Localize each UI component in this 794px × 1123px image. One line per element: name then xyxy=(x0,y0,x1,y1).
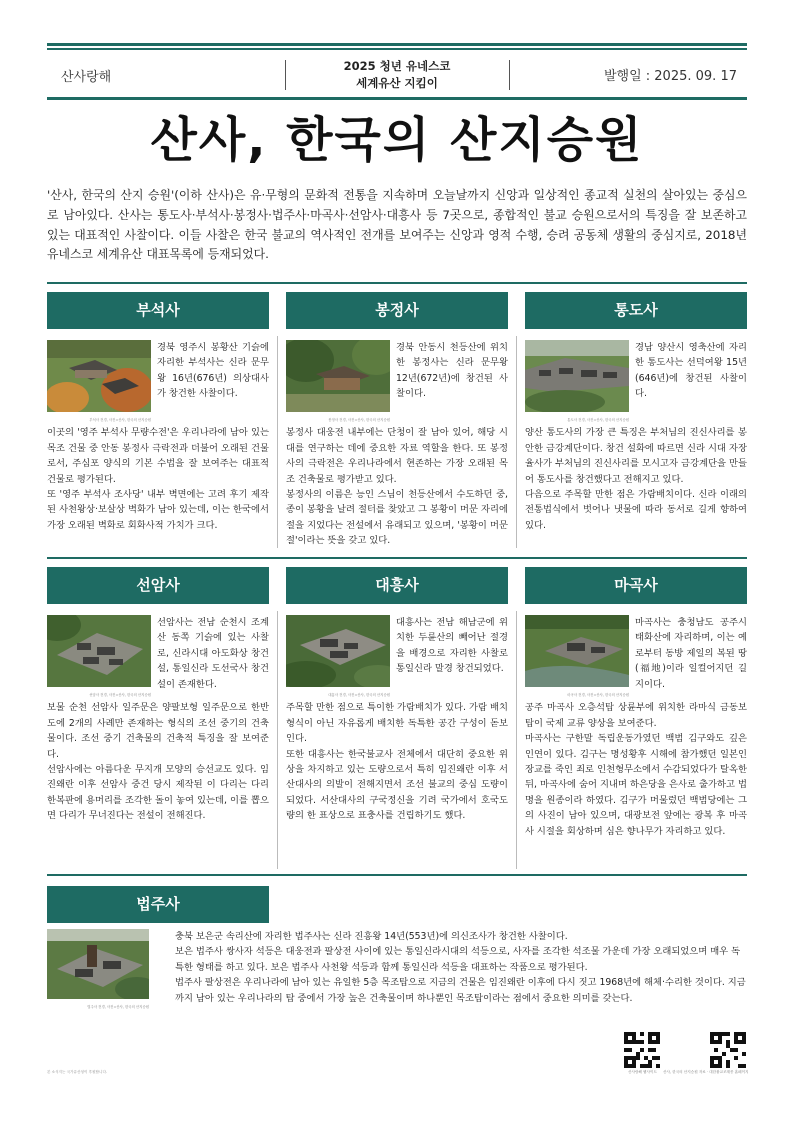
column-divider xyxy=(516,336,517,548)
temple-title: 대흥사 xyxy=(286,567,508,604)
temple-card-seonamsa xyxy=(47,567,269,824)
qr-label: 산사, 한국의 산지승원 자료 · 대한불교조계종 홈페이지 xyxy=(663,1070,749,1074)
temple-photo-frame xyxy=(47,340,151,423)
temple-photo-frame xyxy=(525,340,629,423)
temple-title: 마곡사 xyxy=(525,567,747,604)
temple-text-1: 보물 순천 선암사 일주문은 양팔보형 일주문으로 한반도에 2개의 사례만 존재하는 형식의 조선 중기의 건축물이다. 조선 중기 건축물의 건축적 특징을 잘 보여준다. xyxy=(47,702,269,760)
temple-body-beopjusa xyxy=(47,929,747,1012)
column-divider xyxy=(516,611,517,869)
temple-lead: 선암사는 전남 순천시 조계산 동쪽 기슭에 있는 사찰로, 신라시대 아도화상 창건설, 통일신라 도선국사 창건설이 존재한다. xyxy=(157,617,269,690)
temple-photo xyxy=(47,929,149,999)
masthead-subtitle-line2: 세계유산 지킴이 xyxy=(356,76,438,90)
masthead xyxy=(47,56,747,96)
temple-photo xyxy=(286,340,390,412)
footnote: 본 소식지는 국가유산청이 후원합니다. xyxy=(47,1070,108,1074)
temple-body xyxy=(47,615,269,824)
intro-paragraph: '산사, 한국의 산지 승원'(이하 산사)은 유·무형의 문화적 전통을 지속하며 오늘날까지 신앙과 일상적인 종교적 실천의 살아있는 중심으로 남아있다. 산사는 통도사·부석사·봉정사·법주사·마곡사·선암사·대흥사 등 7곳으로, 종합적인 불교 승원으로서의 특징을 잘 보존하고 있는 대표적인 사찰이다. 이들 사찰은 한국 불교의 역사적인 전개를 보여주는 신앙과 영적 수행, 승려 공동체 생활의 중심지로, 2018년 유네스코 세계유산 대표목록에 등재되었다. xyxy=(47,188,747,262)
temple-text-1: 양산 통도사의 가장 큰 특징은 부처님의 진신사리를 봉안한 금강계단이다. 창건 설화에 따르면 신라 시대 자장율사가 부처님의 진신사리를 모시고자 금강계단을 만들어 통도사를 창건했다고 전해지고 있다. xyxy=(525,427,747,485)
temple-photo xyxy=(286,615,390,687)
temple-lead: 대흥사는 전남 해남군에 위치한 두륜산의 빼어난 절경을 배경으로 자리한 사찰로 통일신라 말경 창건되었다. xyxy=(396,617,508,675)
temple-lead: 경남 양산시 영축산에 자리한 통도사는 선덕여왕 15년(646년)에 창건된 사찰이다. xyxy=(635,342,747,400)
column-divider xyxy=(277,611,278,869)
qr-code-icon[interactable] xyxy=(624,1032,660,1068)
top-rule xyxy=(47,43,747,46)
temple-title: 부석사 xyxy=(47,292,269,329)
temple-text-2: 마곡사는 구한말 독립운동가였던 백범 김구와도 깊은 인연이 있다. 김구는 명성황후 시해에 참가했던 일본인 장교를 죽인 죄로 인천형무소에서 수감되었다가 탈옥한 뒤, 마곡사에 숨어 지내며 하은당을 은사로 출가하고 법명을 원종이라 하였다. 김구가 머물렀던 백범당에는 그의 사진이 남아 있으며, 대광보전 앞에는 광복 후 마곡사 시절을 회상하며 심은 향나무가 자리하고 있다. xyxy=(525,733,747,837)
temple-text-1: 이곳의 '영주 부석사 무량수전'은 우리나라에 남아 있는 목조 건물 중 안동 봉정사 극락전과 더불어 오래된 건물로서, 주심포 양식의 기본 수법을 잘 보여주는 대표적 건물로 평가된다. xyxy=(47,427,269,485)
temple-title: 봉정사 xyxy=(286,292,508,329)
masthead-subtitle-line1: 2025 청년 유네스코 xyxy=(343,59,451,73)
temple-photo-frame xyxy=(47,615,151,698)
masthead-subtitle xyxy=(287,58,507,94)
photo-caption: 마곡사 전경, 사진=산사, 한국의 산지승원 xyxy=(567,693,629,698)
temple-body xyxy=(525,340,747,533)
masthead-divider xyxy=(509,60,510,90)
section-rule xyxy=(47,874,747,876)
temple-body xyxy=(286,615,508,824)
temple-photo-frame xyxy=(286,615,390,698)
temple-lead: 경북 영주시 봉황산 기슭에 자리한 부석사는 신라 문무왕 16년(676년) 의상대사가 창건한 사찰이다. xyxy=(157,342,269,400)
temple-photo-frame xyxy=(286,340,390,423)
temple-text-2: 선암사에는 아름다운 무지개 모양의 승선교도 있다. 임진왜란 이후 선암사 중건 당시 제작된 이 다리는 다리 한복판에 용머리를 조각한 돌이 놓여 있는데, 이를 뽑으면 다리가 무너진다는 전설이 전해진다. xyxy=(47,764,269,822)
temple-text-2: 또한 대흥사는 한국불교사 전체에서 대단히 중요한 위상을 차지하고 있는 도량으로서 특히 임진왜란 이후 서산대사의 의발이 전해지면서 조선 불교의 중심 도량이 되었다. 서산대사의 구국정신을 기려 국가에서 호국도량의 한 표상으로 표충사를 건립하기도 했다. xyxy=(286,748,508,822)
temple-body xyxy=(286,340,508,549)
beopjusa-text-2: 보은 법주사 쌍사자 석등은 대웅전과 팔상전 사이에 있는 통일신라시대의 석등으로, 사자를 조각한 석조물 가운데 가장 오래되었으며 매우 독특한 형태를 하고 있다. 보은 법주사 사천왕 석등과 함께 통일신라 석등을 대표하는 작품으로 평가된다. xyxy=(175,946,741,973)
temple-card-buseoksa xyxy=(47,292,269,533)
temple-lead: 마곡사는 충청남도 공주시 태화산에 자리하며, 이는 예로부터 동방 제일의 복된 땅(福地)이라 일컬어지던 길지이다. xyxy=(635,617,747,690)
temple-text-1: 공주 마곡사 오층석탑 상륜부에 위치한 라마식 금동보탑이 국제 교류 양상을 보여준다. xyxy=(525,702,747,729)
photo-caption: 선암사 전경, 사진=산사, 한국의 산지승원 xyxy=(89,693,151,698)
temple-text-2: 다음으로 주목할 만한 점은 가람배치이다. 신라 이래의 전통법식에서 벗어나 냇물에 따라 동서로 길게 향하여 있다. xyxy=(525,489,747,531)
issue-date: 발행일 : 2025. 09. 17 xyxy=(603,69,737,84)
photo-caption: 봉정사 전경, 사진=산사, 한국의 산지승원 xyxy=(328,418,390,423)
header-bottom-rule xyxy=(47,97,747,100)
page-title: 산사, 한국의 산지승원 xyxy=(150,112,644,168)
temple-text-1: 주목할 만한 점으로 특이한 가람배치가 있다. 가람 배치 형식이 아닌 자유롭게 배치한 독특한 공간 구성이 돋보인다. xyxy=(286,702,508,745)
temple-card-magoksa xyxy=(525,567,747,839)
section-rule xyxy=(47,557,747,559)
temple-photo xyxy=(525,615,629,687)
temple-title: 선암사 xyxy=(47,567,269,604)
temple-text-2: 또 '영주 부석사 조사당' 내부 벽면에는 고려 후기 제작된 사천왕상·보살상 벽화가 남아 있는데, 이는 한국에서 가장 오래된 벽화로 회화사적 가치가 크다. xyxy=(47,489,269,531)
photo-caption: 법주사 전경, 사진=산사, 한국의 산지승원 xyxy=(87,1005,149,1010)
newsletter-name: 산사랑해 xyxy=(61,70,112,85)
temple-body xyxy=(47,340,269,533)
photo-caption: 통도사 전경, 사진=산사, 한국의 산지승원 xyxy=(567,418,629,423)
section-rule xyxy=(47,282,747,284)
temple-title-beopjusa: 법주사 xyxy=(47,886,269,923)
temple-text-2: 봉정사의 이름은 능인 스님이 천등산에서 수도하던 중, 종이 봉황을 날려 절터를 찾았고 그 봉황이 머문 자리에 절을 지었다는 전설에서 유래되고 있으며, '봉황이 머문 절'이라는 뜻을 갖고 있다. xyxy=(286,489,508,547)
masthead-divider xyxy=(285,60,286,90)
photo-caption: 부석사 전경, 사진=산사, 한국의 산지승원 xyxy=(89,418,151,423)
qr-code-icon[interactable] xyxy=(710,1032,746,1068)
column-divider xyxy=(277,336,278,548)
temple-photo xyxy=(47,340,151,412)
qr-label: 산사랑해 웹사이트 xyxy=(628,1070,657,1074)
top-rule-thin xyxy=(47,48,747,50)
temple-card-daeheungsa xyxy=(286,567,508,824)
temple-text-1: 봉정사 대웅전 내부에는 단청이 잘 남아 있어, 해당 시대를 연구하는 데에 중요한 자료 역할을 한다. 또 봉정사의 극락전은 우리나라에서 현존하는 가장 오래된 목조 건축물로 평가받고 있다. xyxy=(286,427,508,485)
temple-title: 통도사 xyxy=(525,292,747,329)
temple-photo-frame xyxy=(47,929,149,1010)
temple-card-bongjeongsa xyxy=(286,292,508,549)
temple-photo xyxy=(525,340,629,412)
temple-lead: 경북 안동시 천등산에 위치한 봉정사는 신라 문무왕 12년(672년)에 창건된 사찰이다. xyxy=(396,342,508,400)
temple-body xyxy=(525,615,747,839)
photo-caption: 대흥사 전경, 사진=산사, 한국의 산지승원 xyxy=(328,693,390,698)
temple-card-tongdosa xyxy=(525,292,747,533)
beopjusa-text-3: 법주사 팔상전은 우리나라에 남아 있는 유일한 5층 목조탑으로 지금의 건물은 임진왜란 이후에 다시 짓고 1968년에 해체·수리한 것이다. 지금까지 남아 있는 우리나라의 탑 중에서 가장 높은 건축물이며 하나뿐인 목조탑이라는 점에서 중요한 의미를 갖는다. xyxy=(175,977,746,1004)
beopjusa-text-1: 충북 보은군 속리산에 자리한 법주사는 신라 진흥왕 14년(553년)에 의신조사가 창건한 사찰이다. xyxy=(175,931,568,942)
temple-photo xyxy=(47,615,151,687)
temple-photo-frame xyxy=(525,615,629,698)
